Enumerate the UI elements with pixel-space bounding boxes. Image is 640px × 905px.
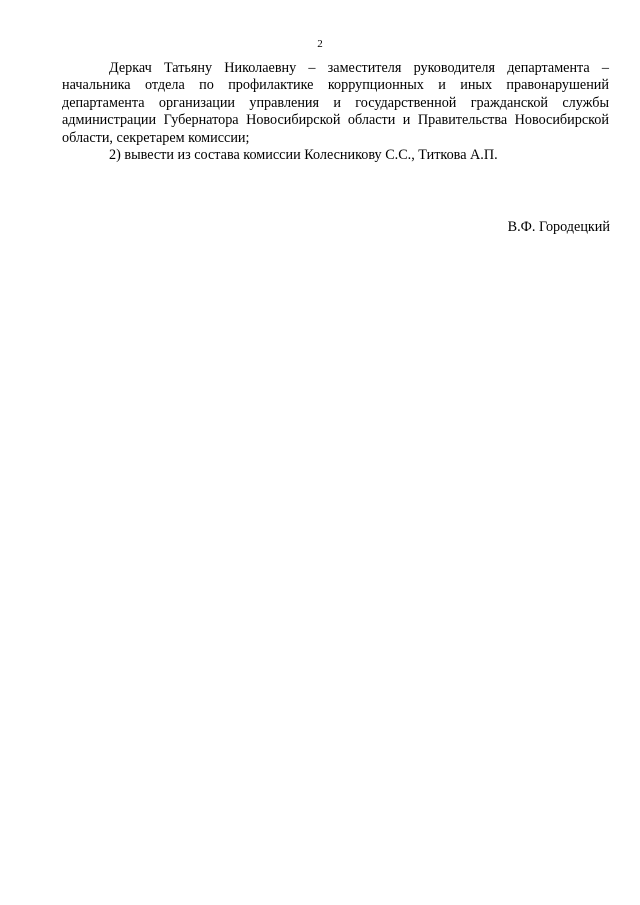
page-number: 2 [317,38,323,50]
document-body [62,60,609,164]
signature-name: В.Ф. Городецкий [507,219,610,235]
paragraph-removal: 2) вывести из состава комиссии Колесникову С.С., Титкова А.П. [109,147,498,164]
paragraph-appointment: Деркач Татьяну Николаевну – заместителя руководителя департамента – начальника отдела по профилактике коррупционных и иных правонарушений департамента организации управления и государственной гражданской службы администрации Губернатора Новосибирской области и Правительства Новосибирской области, секретарем комиссии; [62,60,609,146]
